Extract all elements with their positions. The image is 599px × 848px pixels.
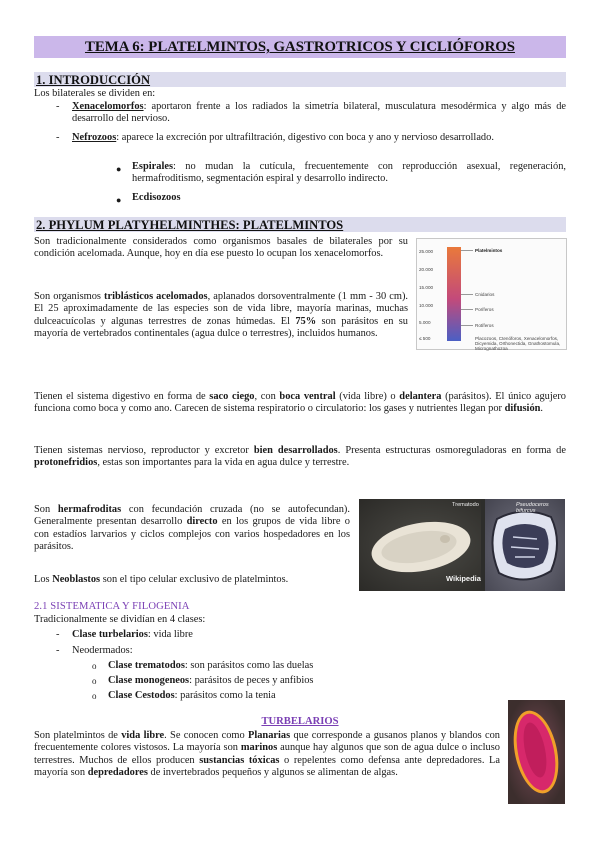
marinos-term: marinos [240,742,278,754]
scale-tick: 15.000 [419,285,434,290]
bullet-dot: ● [116,195,122,205]
clase-cestodos-item [108,690,276,702]
percent-parasitos: 75% [295,315,317,327]
text-run: en los grupos de vida libre o con estadíos larvarios y ciclos complejos con varios hospedadores en los parásitos. [34,516,350,553]
section-1-heading: 1. INTRODUCCIÓN [36,73,151,87]
text-run: , estas son importantes para la vida en agua dulce y terrestre. [97,457,350,469]
triblasticos-term: triblásticos acelomados [104,291,208,302]
scale-tick: ≤ 500 [419,336,431,341]
title-banner [34,36,566,58]
neodermados-item: Neodermados: [72,645,133,656]
text-run: Son platelmintos de [34,730,122,741]
monogeneos-term: Clase monogeneos [108,675,190,686]
scale-tick: 5.000 [419,320,431,325]
neoblastos-term: Neoblastos [52,574,101,585]
hermafroditas-term: hermafroditas [57,504,122,515]
nefrozoos-term: Nefrozoos [72,132,117,143]
scale-leader [461,309,473,310]
cestodos-term: Clase Cestodos [108,690,175,701]
dash-bullet: - [56,629,60,640]
difusion-term: difusión [504,403,541,415]
trematodos-term: Clase trematodos [108,660,185,671]
planaria-photo [508,700,565,804]
wikipedia-watermark: Wikipedia [446,574,481,583]
clase-monogeneos-item [108,675,313,687]
figure-label: Cnidarios [475,292,495,297]
sustancias-toxicas-term: sustancias tóxicas [199,754,280,766]
circle-bullet: o [92,691,97,701]
bullet-dot: ● [116,164,122,174]
paragraph-sistemas [34,445,566,470]
text-run: . Presenta estructuras osmoreguladoras en forma de [337,445,566,456]
text-run: (parásitos). El único agujero funciona como boca y como ano. Carecen de sistema respiratorio o circulatorio: los gases y nutrientes llegan por [34,391,567,415]
protonefridios-term: protonefridios [34,457,98,469]
ecdisozoos-term: Ecdisozoos [132,192,181,203]
directo-term: directo [186,516,218,528]
section-2-heading: 2. PHYLUM PLATYHELMINTHES: PLATELMINTOS [36,218,344,232]
text-run: con fecundación cruzada (no se autofecundan). Generalmente presentan desarrollo [34,504,350,528]
delantera-term: delantera [399,391,442,402]
scale-leader [461,250,473,251]
circle-bullet: o [92,661,97,671]
bien-desarrollados-term: bien desarrollados [253,445,338,456]
text-run: son el tipo celular exclusivo de platelmintos. [100,574,289,585]
nefrozoos-item [72,132,566,144]
espirales-text: : no mudan la cutícula, frecuentemente con reproducción asexual, regeneración, hermafroditismo, segmentación espiral y desarrollo indirecto. [132,161,566,185]
text-run: que corresponde a gusanos planos y blandos con frecuentemente colores vistosos. La mayoría son [34,730,500,754]
clases-intro: Tradicionalmente se dividían en 4 clases: [34,614,206,625]
text-run: (vida libre) o [335,391,400,402]
text-run: o repelentes como defensa ante depredadores. La mayoría son [34,754,500,779]
saco-ciego-term: saco ciego [209,391,255,402]
turbelarios-term: Clase turbelarios [72,629,148,640]
text-run: : parásitos como la tenia [174,690,276,701]
document-title: TEMA 6: PLATELMINTOS, GASTROTRICOS Y CICLIÓFOROS [84,39,515,55]
text-run: : vida libre [147,629,193,640]
planarias-term: Planarias [248,730,291,741]
vida-libre-term: vida libre [121,730,165,741]
text-run: Son organismos [34,291,105,302]
paragraph-triblasticos [34,291,408,341]
paragraph-basales: Son tradicionalmente considerados como organismos basales de bilaterales por su condición acelomada. Aunque, hoy en día ese puesto lo ocupan los xenacelomorfos. [34,236,408,260]
text-run: , aplanados dorsoventralmente (1 mm - 30 cm). El 25 aproximadamente de las especies son de vida libre, mayoría marinas, muchas dulceacuícolas y algunas terrestres de zonas húmedas. El [34,291,408,327]
paragraph-digestivo [34,391,566,416]
dash-bullet: - [56,132,60,143]
dash-bullet: - [56,645,60,656]
scale-tick: 20.000 [419,267,434,272]
text-run: , con [254,391,280,402]
clase-turbelarios-item [72,629,566,641]
paragraph-hermafroditas [34,504,350,554]
scale-tick: 25.000 [419,249,434,254]
xenacelomorfos-item [72,101,566,126]
boca-ventral-term: boca ventral [279,391,336,402]
espirales-term: Espirales [132,161,173,172]
photo-caption-right: Pseudoceros bifurcus [516,502,549,514]
xenacelomorfos-term: Xenacelomorfos [72,101,144,112]
text-run: Tienen sistemas nervioso, reproductor y excretor [34,445,254,456]
circle-bullet: o [92,676,97,686]
espirales-item [132,161,566,186]
subsection-2-1-heading: 2.1 SISTEMATICA Y FILOGENIA [34,601,190,612]
photo-caption-left: Trematodo [452,502,479,508]
paragraph-neoblastos [34,574,566,586]
scale-leader [461,294,473,295]
xenacelomorfos-text: : aportaron frente a los radiados la simetría bilateral, musculatura mesodérmica y algo más de desarrollo del nervioso. [72,101,566,125]
paragraph-turbelarios [34,730,500,780]
text-run: son parásitos en su mayoría de vertebrados continentales (agua dulce o terrestres), incluidos humanos. [34,315,409,340]
dash-bullet: - [56,101,60,112]
figure-label: Placozoos, Ctenóforos, Xenacelomorfos, Dicyemida, Orthonectida, Gnathostomula, Micrognathozoa [475,336,561,351]
planaria-illustration [508,700,565,804]
species-count-figure [416,238,567,350]
figure-label: Rotíferos [475,323,494,328]
scale-leader [461,325,473,326]
clase-trematodos-item [108,660,313,672]
ecdisozoos-item [132,192,566,204]
figure-label: Poríferos [475,307,494,312]
nefrozoos-text: : aparece la excreción por ultrafiltración, digestivo con boca y ano y nervioso desarrollado. [116,132,494,143]
section-2-banner [34,217,566,232]
text-run: . Se conocen como [164,730,248,741]
text-run: : son parásitos como las duelas [184,660,314,671]
text-run: . [540,403,544,415]
text-run: : parásitos de peces y anfibios [189,675,314,686]
text-run: Son [34,504,58,515]
scale-tick: 10.000 [419,303,434,308]
figure-label: Platelmintos [475,248,503,253]
text-run: Tienen el sistema digestivo en forma de [34,391,210,402]
section-1-banner [34,72,566,87]
depredadores-term: depredadores [87,767,148,779]
text-run: de invertebrados pequeños y algunos se alimentan de algas. [147,767,398,779]
text-run: aunque hay algunos que son de agua dulce o incluso terrestres. Muchos de ellos producen [34,742,500,766]
section-1-intro: Los bilaterales se dividen en: [34,88,156,99]
turbelarios-heading: TURBELARIOS [261,716,339,727]
text-run: Los [34,574,53,585]
species-scale-bar [447,247,461,341]
